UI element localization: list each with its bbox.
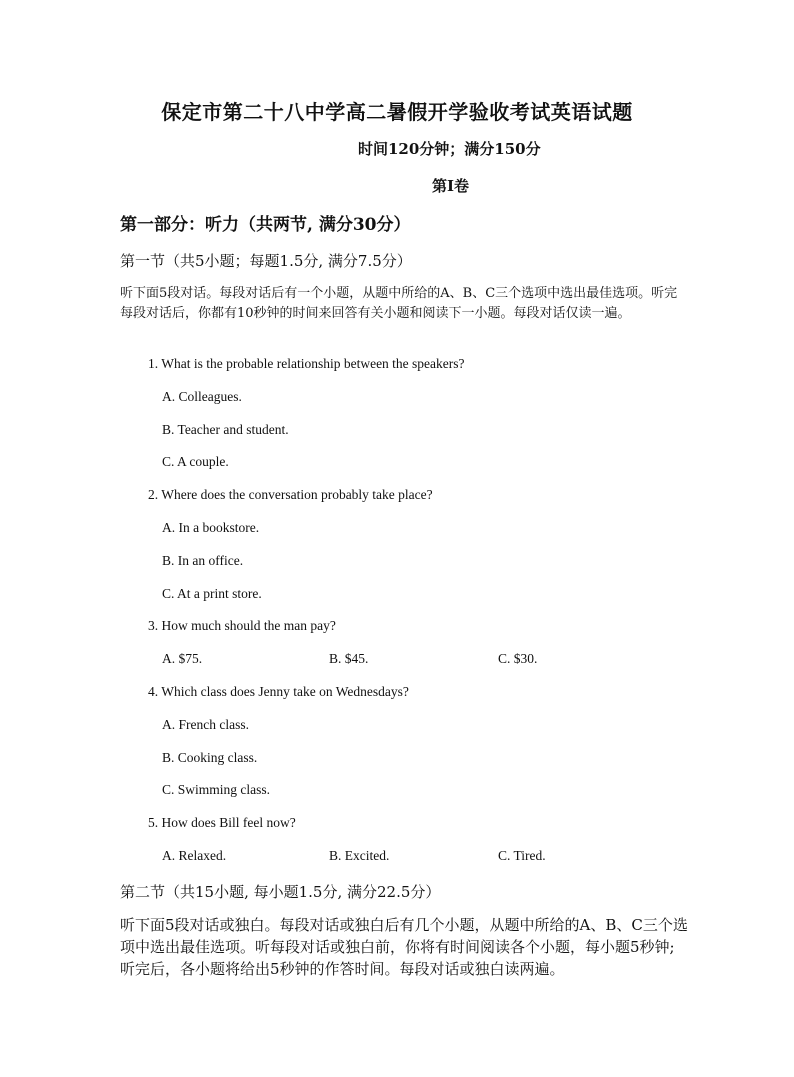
part1-heading: 第一部分：听力（共两节, 满分30分） [120, 215, 411, 235]
question-5-option-b: B. Excited. [329, 848, 390, 863]
question-4-option-a: A. French class. [162, 717, 249, 732]
question-1-stem: 1. What is the probable relationship between the speakers? [148, 356, 465, 371]
question-2-stem: 2. Where does the conversation probably take place? [148, 487, 433, 502]
section1-heading: 第一节（共5小题；每题1.5分, 满分7.5分） [120, 252, 412, 270]
section2-instructions: 听下面5段对话或独白。每段对话或独白后有几个小题，从题中所给的A、B、C三个选项中选出最佳选项。听每段对话或独白前，你将有时间阅读各个小题，每小题5秒钟; 听完后，各小题将给出5秒钟的作答时间。每段对话或独白读两遍。 [120, 916, 688, 978]
question-1-option-a: A. Colleagues. [162, 389, 242, 404]
question-4-stem: 4. Which class does Jenny take on Wednesdays? [148, 684, 409, 699]
question-4-option-c: C. Swimming class. [162, 782, 271, 797]
volume-label: 第I卷 [432, 177, 470, 195]
question-5-stem: 5. How does Bill feel now? [148, 815, 296, 830]
question-3-option-b: B. $45. [329, 651, 369, 666]
question-3-stem: 3. How much should the man pay? [148, 618, 336, 633]
question-2-option-b: B. In an office. [162, 553, 244, 568]
question-3-option-c: C. $30. [498, 651, 538, 666]
page-title: 保定市第二十八中学高二暑假开学验收考试英语试题 [161, 100, 633, 124]
question-1-option-b: B. Teacher and student. [162, 422, 289, 437]
question-2-option-a: A. In a bookstore. [162, 520, 260, 535]
question-5-option-c: C. Tired. [498, 848, 546, 863]
time-info: 时间120分钟；满分150分 [358, 140, 541, 158]
question-2-option-c: C. At a print store. [162, 586, 262, 601]
question-3-option-a: A. $75. [162, 651, 203, 666]
question-4-option-b: B. Cooking class. [162, 750, 258, 765]
section1-instructions: 听下面5段对话。每段对话后有一个小题，从题中所给的A、B、C三个选项中选出最佳选项。听完每段对话后，你都有10秒钟的时间来回答有关小题和阅读下一小题。每段对话仅读一遍。 [120, 286, 678, 321]
question-1-option-c: C. A couple. [162, 454, 229, 469]
section2-heading: 第二节（共15小题, 每小题1.5分, 满分22.5分） [120, 883, 441, 901]
question-5-option-a: A. Relaxed. [162, 848, 227, 863]
